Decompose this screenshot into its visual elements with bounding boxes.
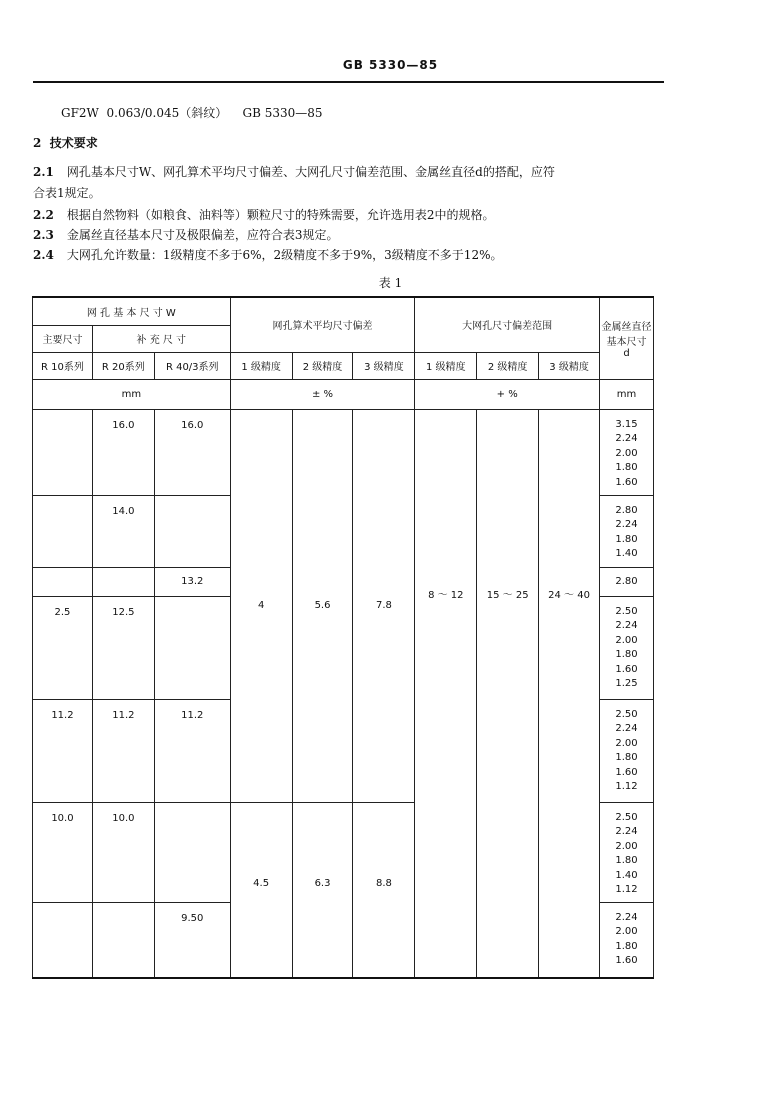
cell-large-grade2: 15 ～ 25: [477, 409, 539, 978]
cell-avg-grade2-upper: 5.6: [292, 409, 353, 802]
header-supplementary-size: 补 充 尺 寸: [92, 325, 230, 352]
header-large-grade3: 3 级精度: [539, 352, 600, 379]
cell-avg-grade1-lower: 4.5: [230, 802, 292, 978]
cell-wire-d: 2.80 2.24 1.80 1.40: [600, 495, 654, 567]
header-rule: [33, 81, 664, 83]
cell-r40: 16.0: [154, 409, 230, 495]
unit-avg: ± %: [230, 379, 415, 409]
cell-avg-grade3-lower: 8.8: [353, 802, 415, 978]
cell-r10: [33, 902, 93, 978]
cell-large-grade3: 24 ～ 40: [539, 409, 600, 978]
cell-r40: 9.50: [154, 902, 230, 978]
para-2-1-line2: 合表1规定。: [33, 186, 101, 200]
running-header: GB 5330—85: [342, 58, 439, 72]
para-text: 金属丝直径基本尺寸及极限偏差，应符合表3规定。: [66, 228, 339, 242]
cell-r40: [154, 596, 230, 699]
cell-r40: [154, 495, 230, 567]
header-large-grade1: 1 级精度: [415, 352, 477, 379]
header-wire-diameter: [600, 297, 654, 379]
header-large-grade2: 2 级精度: [477, 352, 539, 379]
cell-r40: [154, 802, 230, 902]
cell-wire-d: 2.50 2.24 2.00 1.80 1.60 1.25: [600, 596, 654, 699]
para-number: 2.3: [33, 228, 54, 242]
header-mesh-size: 网 孔 基 本 尺 寸 W: [33, 297, 231, 325]
cell-wire-d: 3.15 2.24 2.00 1.80 1.60: [600, 409, 654, 495]
cell-r20: [92, 902, 154, 978]
header-avg-grade2: 2 级精度: [292, 352, 353, 379]
cell-r10: 2.5: [33, 596, 93, 699]
cell-r20: 14.0: [92, 495, 154, 567]
cell-avg-grade3-upper: 7.8: [353, 409, 415, 802]
cell-r40: 11.2: [154, 699, 230, 802]
header-r20: R 20系列: [92, 352, 154, 379]
cell-r10: 10.0: [33, 802, 93, 902]
table-1: [32, 296, 654, 979]
para-text: 根据自然物料（如粮食、油料等）颗粒尺寸的特殊需要，允许选用表2中的规格。: [66, 208, 495, 222]
cell-r40: 13.2: [154, 567, 230, 596]
cell-r20: 10.0: [92, 802, 154, 902]
para-number: 2.2: [33, 208, 54, 222]
cell-r20: 11.2: [92, 699, 154, 802]
cell-r20: 12.5: [92, 596, 154, 699]
designation-example: GF2W 0.063/0.045（斜纹） GB 5330—85: [61, 106, 323, 120]
unit-mesh: mm: [33, 379, 231, 409]
para-2-2: [33, 206, 494, 223]
para-number: 2.1: [33, 165, 54, 179]
header-avg-grade3: 3 级精度: [353, 352, 415, 379]
cell-wire-d: 2.50 2.24 2.00 1.80 1.60 1.12: [600, 699, 654, 802]
table-title: 表 1: [378, 276, 403, 290]
cell-r10: [33, 567, 93, 596]
header-main-size: 主要尺寸: [33, 325, 93, 352]
para-2-3: [33, 226, 338, 243]
header-r10: R 10系列: [33, 352, 93, 379]
header-large-deviation: 大网孔尺寸偏差范围: [415, 297, 600, 352]
cell-r20: [92, 567, 154, 596]
cell-r10: [33, 495, 93, 567]
section-heading: 2 技术要求: [33, 136, 98, 150]
para-2-1-line1: [33, 163, 555, 180]
cell-large-grade1: 8 ～ 12: [415, 409, 477, 978]
header-wire-symbol: d: [623, 347, 630, 359]
cell-r10: [33, 409, 93, 495]
cell-r10: 11.2: [33, 699, 93, 802]
cell-wire-d: 2.80: [600, 567, 654, 596]
header-r40: R 40/3系列: [154, 352, 230, 379]
cell-wire-d: 2.24 2.00 1.80 1.60: [600, 902, 654, 978]
para-text: 大网孔允许数量：1级精度不多于6%，2级精度不多于9%，3级精度不多于12%。: [66, 248, 503, 262]
cell-wire-d: 2.50 2.24 2.00 1.80 1.40 1.12: [600, 802, 654, 902]
unit-large: + %: [415, 379, 600, 409]
cell-avg-grade1-upper: 4: [230, 409, 292, 802]
header-avg-grade1: 1 级精度: [230, 352, 292, 379]
cell-r20: 16.0: [92, 409, 154, 495]
unit-wire: mm: [600, 379, 654, 409]
para-number: 2.4: [33, 248, 54, 262]
para-2-4: [33, 246, 502, 263]
cell-avg-grade2-lower: 6.3: [292, 802, 353, 978]
para-text: 网孔基本尺寸W、网孔算术平均尺寸偏差、大网孔尺寸偏差范围、金属丝直径d的搭配，应符: [66, 165, 555, 179]
header-wire-label: 金属丝直径基本尺寸: [601, 321, 652, 348]
header-avg-deviation: 网孔算术平均尺寸偏差: [230, 297, 415, 352]
